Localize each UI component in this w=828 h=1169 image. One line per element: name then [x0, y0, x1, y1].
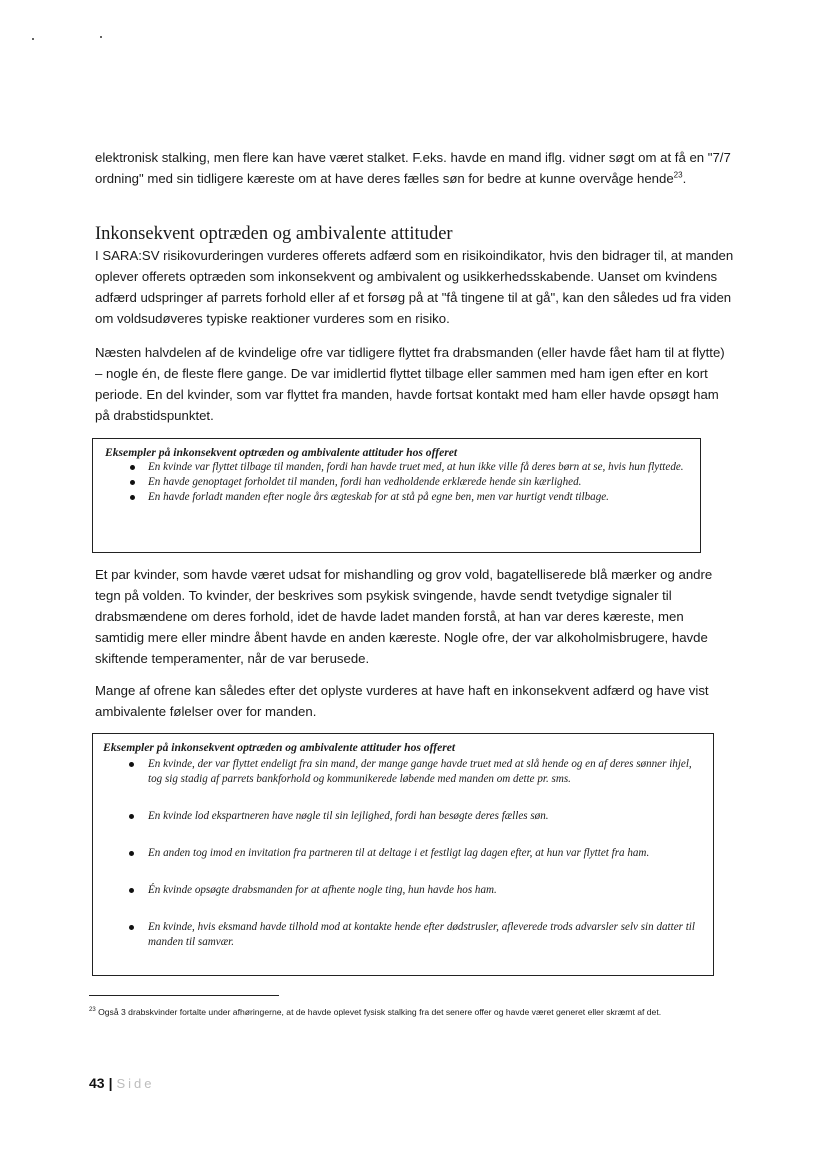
example-item: En anden tog imod en invitation fra partneren til at deltage i et festligt lag dagen efter, at hun var flyttet fra ham.	[103, 846, 701, 861]
footnote-ref: 23	[673, 170, 683, 180]
example-item: En havde genoptaget forholdet til manden, fordi han vedholdende erklærede hende sin kærlighed.	[105, 475, 688, 490]
intro-text: elektronisk stalking, men flere kan have været stalket. F.eks. havde en mand iflg. vidner søgt om at få en "7/7 ordning" med sin tidligere kæreste om at have deres fælles søn for bedre at kunne overvåge hende	[95, 150, 731, 186]
paragraph-conclusion: Mange af ofrene kan således efter det oplyste vurderes at have haft en inkonsekvent adfærd og have vist ambivalente følelser over for manden.	[95, 683, 709, 719]
footnote	[89, 1006, 729, 1018]
page-word: Side	[116, 1076, 155, 1091]
example-item: En kvinde lod ekspartneren have nøgle til sin lejlighed, fordi han besøgte deres fælles søn.	[103, 809, 701, 824]
example-box-title: Eksempler på inkonsekvent optræden og ambivalente attituder hos offeret	[103, 741, 456, 754]
paragraph-moved-from-killer: Næsten halvdelen af de kvindelige ofre var tidligere flyttet fra drabsmanden (eller havde fået ham til at flytte) – nogle én, de fleste flere gange. De var imidlertid flyttet tilbage eller sammen med ham igen efter en kort periode. En del kvinder, som var flyttet fra manden, havde fortsat kontakt med ham eller havde opsøgt ham på drabstidspunktet.	[95, 345, 725, 423]
intro-end: .	[682, 171, 687, 186]
paragraph-mixed-signals: Et par kvinder, som havde været udsat for mishandling og grov vold, bagatelliserede blå mærker og andre tegn på volden. To kvinder, der beskrives som psykisk svingende, havde sendt tvetydige signaler til drabsmændene om deres forhold, idet de havde ladet manden forstå, at han var deres kæreste, men samtidig mere eller mindre åbent havde en anden kæreste. Nogle ofre, der var alkoholmisbrugere, havde skiftende temperamenter, når de var berusede.	[95, 567, 713, 666]
example-item: Én kvinde opsøgte drabsmanden for at afhente nogle ting, hun havde hos ham.	[103, 883, 701, 898]
example-item: En havde forladt manden efter nogle års ægteskab for at stå på egne ben, men var hurtigt vendt tilbage.	[105, 490, 688, 505]
example-box-2	[92, 733, 714, 976]
page-footer	[89, 1074, 155, 1093]
page-separator: |	[108, 1075, 113, 1091]
scan-speck	[100, 36, 102, 38]
footnote-number: 23	[89, 1007, 96, 1014]
example-item: En kvinde var flyttet tilbage til manden, fordi han havde truet med, at hun ikke ville få deres børn at se, hvis hun flyttede.	[105, 460, 688, 475]
example-item: En kvinde, hvis eksmand havde tilhold mod at kontakte hende efter dødstrusler, afleverede trods advarsler selv sin datter til manden til samvær.	[103, 920, 701, 950]
example-box-title: Eksempler på inkonsekvent optræden og ambivalente attituder hos offeret	[105, 446, 458, 459]
example-item: En kvinde, der var flyttet endeligt fra sin mand, der mange gange havde truet med at slå hende og en af deres sønner ihjel, tog sig stadig af parrets bankforhold og kommunikerede løbende med manden om dette pr. sms.	[103, 757, 701, 787]
intro-paragraph	[95, 147, 735, 189]
example-list	[105, 460, 688, 505]
section-heading: Inkonsekvent optræden og ambivalente attituder	[95, 224, 453, 244]
example-list	[103, 757, 701, 950]
page-number: 43	[89, 1075, 105, 1091]
scan-speck	[32, 38, 34, 40]
example-box-1	[92, 438, 701, 553]
footnote-text: Også 3 drabskvinder fortalte under afhøringerne, at de havde oplevet fysisk stalking fra det senere offer og havde været generet eller skræmt af det.	[98, 1007, 662, 1017]
footnote-divider	[89, 995, 279, 996]
paragraph-sara-sv: I SARA:SV risikovurderingen vurderes offerets adfærd som en risikoindikator, hvis den bidrager til, at manden oplever offerets optræden som inkonsekvent og ambivalent og usikkerhedsskabende. Uanset om kvindens adfærd udspringer af parrets forhold eller af et forsøg på at "få tingene til at gå", kan den således ud fra viden om voldsudøveres typiske reaktioner vurderes som en risiko.	[95, 248, 734, 326]
